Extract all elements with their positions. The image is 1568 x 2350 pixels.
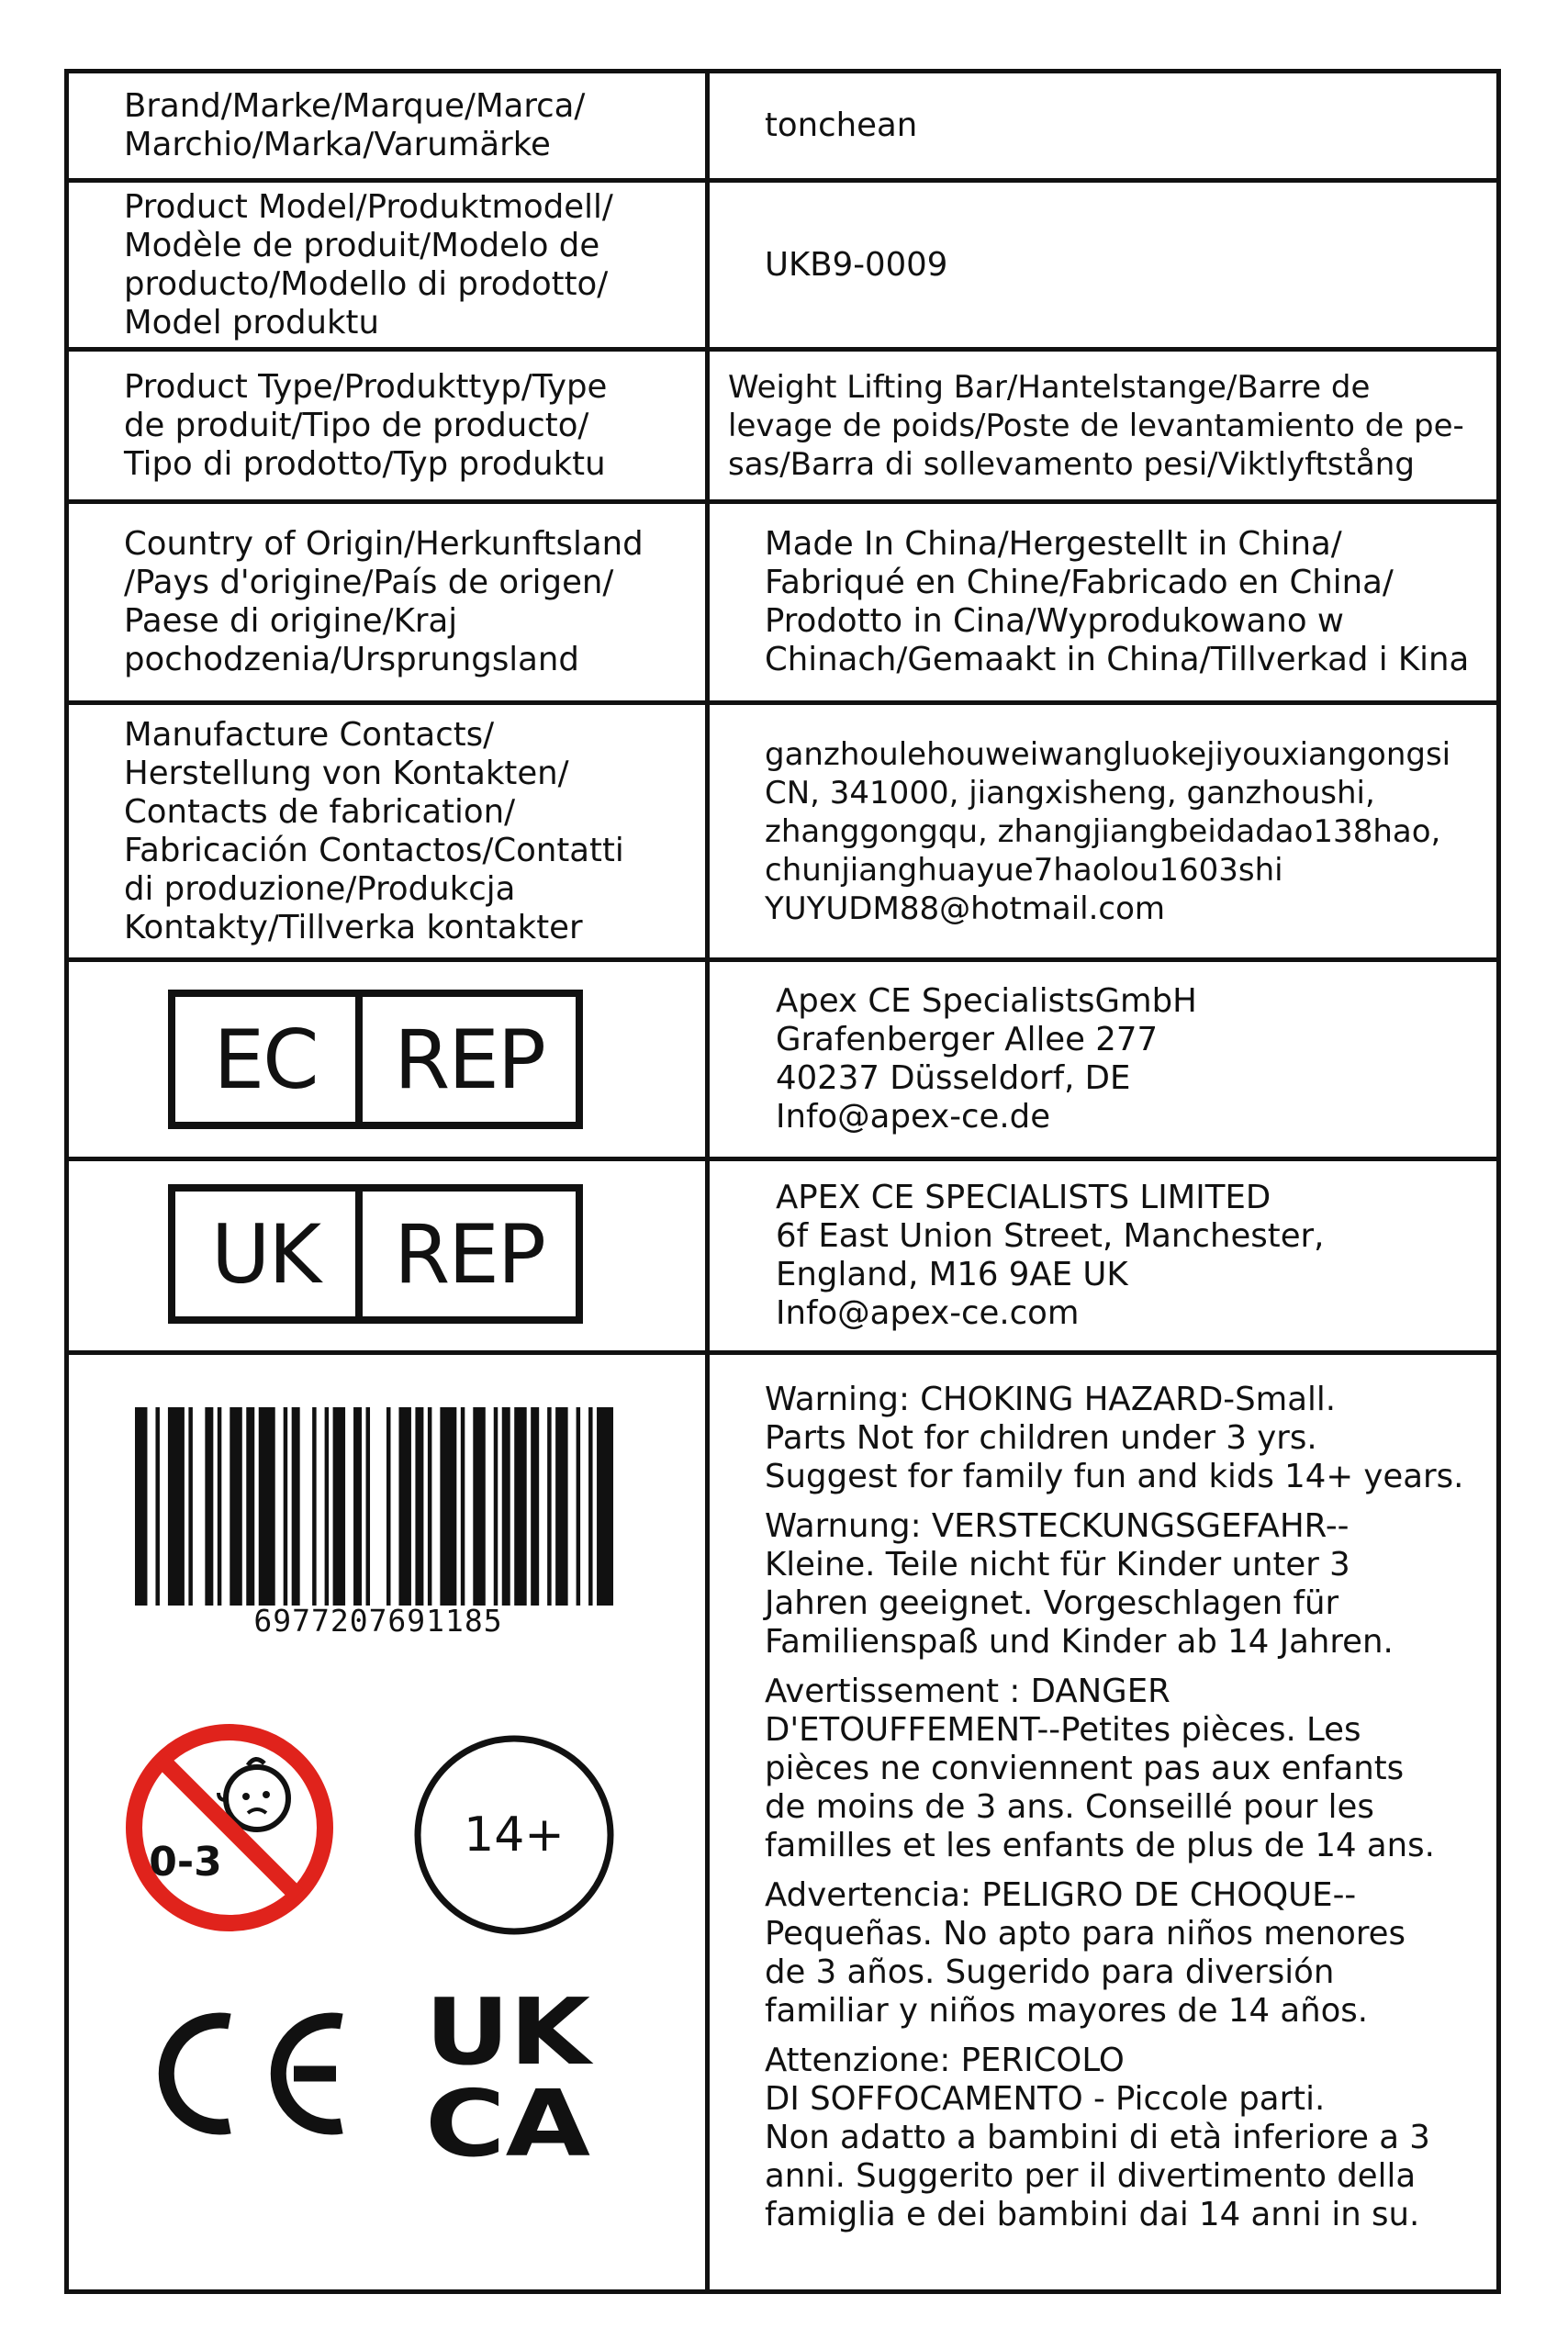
- barcode-bar: [218, 1407, 221, 1606]
- barcode-bar: [547, 1407, 551, 1606]
- barcode-bar: [502, 1407, 510, 1606]
- barcode-bar: [135, 1407, 147, 1606]
- origin-label: Country of Origin/Herkunftsland /Pays d'origine/País de origen/ Paese di origine/Kraj pochodzenia/Ursprungsland: [124, 525, 644, 678]
- ukca-mark-icon: [416, 1981, 599, 2165]
- ec-badge-right: REP: [394, 1012, 544, 1107]
- manufacturer-label: Manufacture Contacts/ Herstellung von Kontakten/ Contacts de fabrication/ Fabricación Contactos/Contatti di produzione/Produkcja Kontakty/Tillverka kontakter: [124, 715, 624, 946]
- model-value: UKB9-0009: [765, 245, 948, 284]
- barcode-bar: [246, 1407, 254, 1606]
- barcode-bar: [577, 1407, 580, 1606]
- brand-label: Brand/Marke/Marque/Marca/ Marchio/Marka/Varumärke: [124, 87, 586, 163]
- barcode-bar: [386, 1407, 390, 1606]
- barcode-bar: [461, 1407, 465, 1606]
- brand-row: [69, 73, 1496, 183]
- type-label: Product Type/Produkttyp/Type de produit/Tipo de producto/ Tipo di prodotto/Typ produktu: [124, 367, 608, 483]
- product-type-row: [69, 352, 1496, 504]
- column-divider: [705, 1355, 710, 2289]
- manufacturer-label-cell: [69, 705, 705, 957]
- uk-rep-badge: [168, 1184, 583, 1324]
- barcode-bar: [284, 1407, 287, 1606]
- model-row: [69, 183, 1496, 352]
- barcode-bar: [473, 1407, 485, 1606]
- manufacturer-value-cell: [710, 705, 1496, 957]
- origin-value-cell: [710, 504, 1496, 700]
- barcode-bar: [230, 1407, 241, 1606]
- type-value: Weight Lifting Bar/Hantelstange/Barre de levage de poids/Poste de levantamiento de pe- sas/Barra di sollevamento pesi/Viktlyftstång: [728, 368, 1464, 483]
- ukca-line2: CA: [425, 2070, 590, 2165]
- barcode-bar: [333, 1407, 345, 1606]
- uk-rep-value-cell: [710, 1161, 1496, 1350]
- barcode-bar: [366, 1407, 370, 1606]
- barcode-bar: [597, 1407, 613, 1606]
- product-label-table: [64, 69, 1501, 2294]
- ec-rep-badge: [168, 990, 583, 1129]
- barcode-bar: [353, 1407, 362, 1606]
- barcode-bar: [555, 1407, 567, 1606]
- barcode-bar: [398, 1407, 410, 1606]
- barcode-bar: [428, 1407, 431, 1606]
- origin-row: [69, 504, 1496, 705]
- brand-label-cell: [69, 73, 705, 178]
- uk-badge-left: UK: [175, 1192, 363, 1316]
- uk-rep-address: APEX CE SPECIALISTS LIMITED 6f East Union Street, Manchester, England, M16 9AE UK Info@apex-ce.com: [776, 1179, 1325, 1332]
- ukca-line1: UK: [425, 1981, 594, 2086]
- barcode-bar: [531, 1407, 539, 1606]
- age-14-plus-icon: [409, 1729, 620, 1941]
- ec-rep-value-cell: [710, 962, 1496, 1157]
- barcode-bar: [415, 1407, 423, 1606]
- barcode-bar: [168, 1407, 185, 1606]
- warning-fr: Avertissement : DANGER D'ETOUFFEMENT--Petites pièces. Les pièces ne conviennent pas aux enfants de moins de 3 ans. Conseillé pour les familles et les enfants de plus de 14 ans.: [765, 1673, 1435, 1864]
- barcode-bar: [259, 1407, 275, 1606]
- warnings-row: [69, 1355, 1496, 2289]
- barcode-bar: [312, 1407, 316, 1606]
- no-under-3-icon: [119, 1718, 340, 1938]
- barcode-bar: [588, 1407, 592, 1606]
- manufacturer-row: [69, 705, 1496, 962]
- manufacturer-value: ganzhoulehouweiwangluokejiyouxiangongsi CN, 341000, jiangxisheng, ganzhoushi, zhanggongqu, zhangjiangbeidadao138hao, chunjianghuayue7haolou1603shi YUYUDM88@hotmail.com: [765, 735, 1451, 927]
- model-label: Product Model/Produktmodell/ Modèle de produit/Modelo de producto/Modello di prodotto/ Model produktu: [124, 187, 613, 341]
- warning-es: Advertencia: PELIGRO DE CHOQUE-- Pequeñas. No apto para niños menores de 3 años. Sugerido para diversión familiar y niños mayores de 14 años.: [765, 1876, 1406, 2030]
- barcode-bar: [205, 1407, 213, 1606]
- warning-en: Warning: CHOKING HAZARD-Small. Parts Not for children under 3 yrs. Suggest for family fun and kids 14+ years.: [765, 1381, 1464, 1495]
- age-badge-text: 0-3: [149, 1839, 222, 1886]
- barcode-bar: [292, 1407, 300, 1606]
- barcode-bar: [188, 1407, 192, 1606]
- type-label-cell: [69, 352, 705, 499]
- warning-it: Attenzione: PERICOLO DI SOFFOCAMENTO - Piccole parti. Non adatto a bambini di età inferiore a 3 anni. Suggerito per il divertimento della famiglia e dei bambini dai 14 anni in su.: [765, 2042, 1430, 2233]
- age-circle-text: 14+: [464, 1807, 565, 1863]
- uk-rep-row: [69, 1161, 1496, 1355]
- uk-badge-right: REP: [394, 1206, 544, 1302]
- ec-rep-row: [69, 962, 1496, 1161]
- ce-mark-icon: [138, 2005, 358, 2143]
- barcode-bar: [440, 1407, 456, 1606]
- warnings-list: [765, 1381, 1478, 2245]
- brand-value: tonchean: [765, 106, 918, 144]
- origin-label-cell: [69, 504, 705, 700]
- warning-de: Warnung: VERSTECKUNGSGEFAHR-- Kleine. Teile nicht für Kinder unter 3 Jahren geeignet. Vorgeschlagen für Familienspaß und Kinder ab 14 Jahren.: [765, 1507, 1394, 1661]
- barcode-bar: [325, 1407, 329, 1606]
- barcode-bar: [514, 1407, 526, 1606]
- barcode: [135, 1407, 622, 1606]
- barcode-bar: [155, 1407, 159, 1606]
- model-label-cell: [69, 183, 705, 347]
- ec-badge-left: EC: [175, 997, 363, 1122]
- brand-value-cell: [710, 73, 1496, 178]
- barcode-number: 6977207691185: [253, 1603, 503, 1639]
- origin-value: Made In China/Hergestellt in China/ Fabriqué en Chine/Fabricado en China/ Prodotto in Cina/Wyprodukowano w Chinach/Gemaakt in China/Tillverkad i Kina: [765, 525, 1470, 678]
- type-value-cell: [710, 352, 1496, 499]
- barcode-bar: [494, 1407, 498, 1606]
- ec-rep-address: Apex CE SpecialistsGmbH Grafenberger Allee 277 40237 Düsseldorf, DE Info@apex-ce.de: [776, 982, 1197, 1136]
- model-value-cell: [710, 183, 1496, 347]
